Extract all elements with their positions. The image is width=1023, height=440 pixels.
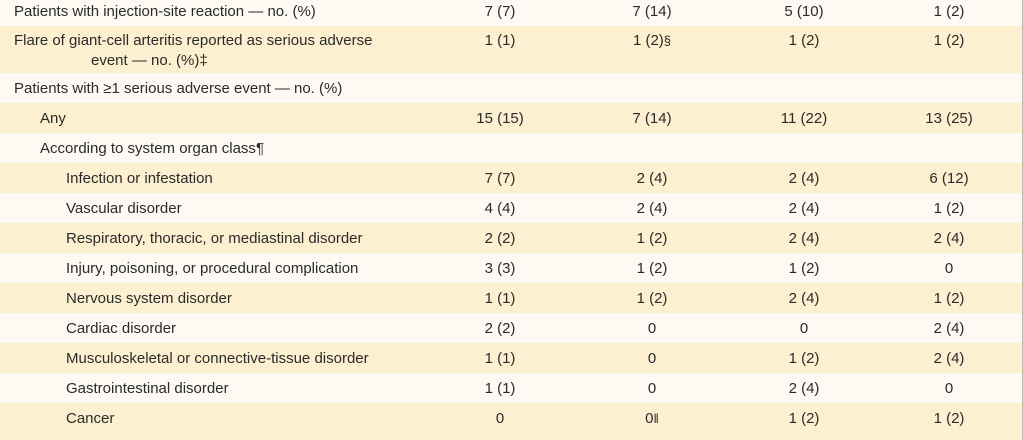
- table-cell: 1 (2): [636, 290, 668, 307]
- table-cell: 1 (2): [788, 32, 820, 49]
- table-cell: 2 (4): [933, 350, 965, 367]
- table-cell: 2 (4): [788, 290, 820, 307]
- table-cell: 1 (2): [933, 3, 965, 20]
- table-cell: 3 (3): [484, 260, 516, 277]
- table-row: [0, 283, 1022, 313]
- table-cell: 2 (2): [484, 320, 516, 337]
- table-row: [0, 253, 1022, 283]
- row-label: [14, 31, 404, 71]
- table-cell: 0: [944, 380, 954, 397]
- table-cell: 0: [647, 320, 657, 337]
- table-row: [0, 163, 1022, 193]
- table-cell: 0: [495, 410, 505, 427]
- table-cell: 13 (25): [925, 110, 973, 127]
- table-row: [0, 0, 1022, 26]
- row-label-line2: event — no. (%)‡: [91, 52, 208, 69]
- table-cell: 1 (2)§: [632, 32, 672, 49]
- table-cell: 7 (14): [632, 110, 672, 127]
- row-label: Vascular disorder: [66, 200, 182, 217]
- table-cell: 1 (2): [788, 410, 820, 427]
- table-cell: 2 (4): [788, 230, 820, 247]
- row-label: Infection or infestation: [66, 170, 213, 187]
- row-label-line1: Flare of giant-cell arteritis reported as serious adverse: [14, 32, 373, 49]
- table-row: [0, 373, 1022, 403]
- table-cell: 0: [647, 350, 657, 367]
- row-label: Patients with injection-site reaction — no. (%): [14, 3, 316, 20]
- row-label: Cancer: [66, 410, 115, 427]
- table-cell: 1 (2): [933, 290, 965, 307]
- table-cell: 2 (4): [933, 320, 965, 337]
- table-cell: 1 (1): [484, 290, 516, 307]
- table-cell: 1 (2): [788, 260, 820, 277]
- table-cell: 1 (2): [636, 230, 668, 247]
- table-cell: 7 (7): [484, 3, 516, 20]
- table-row: [0, 223, 1022, 253]
- table-cell: 15 (15): [476, 110, 524, 127]
- row-label: Musculoskeletal or connective-tissue disorder: [66, 350, 369, 367]
- row-label: According to system organ class¶: [40, 140, 264, 157]
- table-cell: 1 (1): [484, 350, 516, 367]
- row-label: Cardiac disorder: [66, 320, 177, 337]
- table-row: [0, 403, 1022, 440]
- table-row: [0, 343, 1022, 373]
- table-cell: 2 (4): [788, 380, 820, 397]
- table-cell: 2 (4): [788, 170, 820, 187]
- footnote-mark: ‡: [199, 52, 208, 69]
- table-row: [0, 133, 1022, 163]
- table-cell: 1 (2): [933, 32, 965, 49]
- row-label: Any: [40, 110, 66, 127]
- row-label: Injury, poisoning, or procedural complication: [66, 260, 359, 277]
- table-cell: 2 (2): [484, 230, 516, 247]
- table-cell: 1 (2): [933, 200, 965, 217]
- table-cell: 1 (2): [788, 350, 820, 367]
- footnote-mark: §: [663, 33, 672, 48]
- table-cell: 1 (2): [933, 410, 965, 427]
- table-row: [0, 26, 1022, 73]
- row-label: Patients with ≥1 serious adverse event — no. (%): [14, 80, 343, 97]
- table-cell: 1 (1): [484, 380, 516, 397]
- table-cell: 7 (7): [484, 170, 516, 187]
- table-cell: 11 (22): [780, 110, 828, 127]
- table-cell: 4 (4): [484, 200, 516, 217]
- table-cell: 2 (4): [788, 200, 820, 217]
- row-label: Gastrointestinal disorder: [66, 380, 229, 397]
- table-cell: 2 (4): [933, 230, 965, 247]
- table-cell: 0: [799, 320, 809, 337]
- footnote-mark: ‖: [653, 411, 659, 426]
- table-cell: 0: [647, 380, 657, 397]
- table-cell: 1 (1): [484, 32, 516, 49]
- row-label: Nervous system disorder: [66, 290, 232, 307]
- row-label: Respiratory, thoracic, or mediastinal disorder: [66, 230, 363, 247]
- table-cell: 1 (2): [636, 260, 668, 277]
- table-row: [0, 193, 1022, 223]
- table-cell: 6 (12): [929, 170, 969, 187]
- table-row: [0, 313, 1022, 343]
- footnote-mark: ¶: [255, 140, 264, 157]
- table-row: [0, 103, 1022, 133]
- table-cell: 2 (4): [636, 170, 668, 187]
- table-cell: 2 (4): [636, 200, 668, 217]
- table-cell: 0: [944, 260, 954, 277]
- table-cell: 5 (10): [784, 3, 824, 20]
- table-cell: 0‖: [645, 410, 659, 427]
- table-row: [0, 73, 1022, 103]
- table-cell: 7 (14): [632, 3, 672, 20]
